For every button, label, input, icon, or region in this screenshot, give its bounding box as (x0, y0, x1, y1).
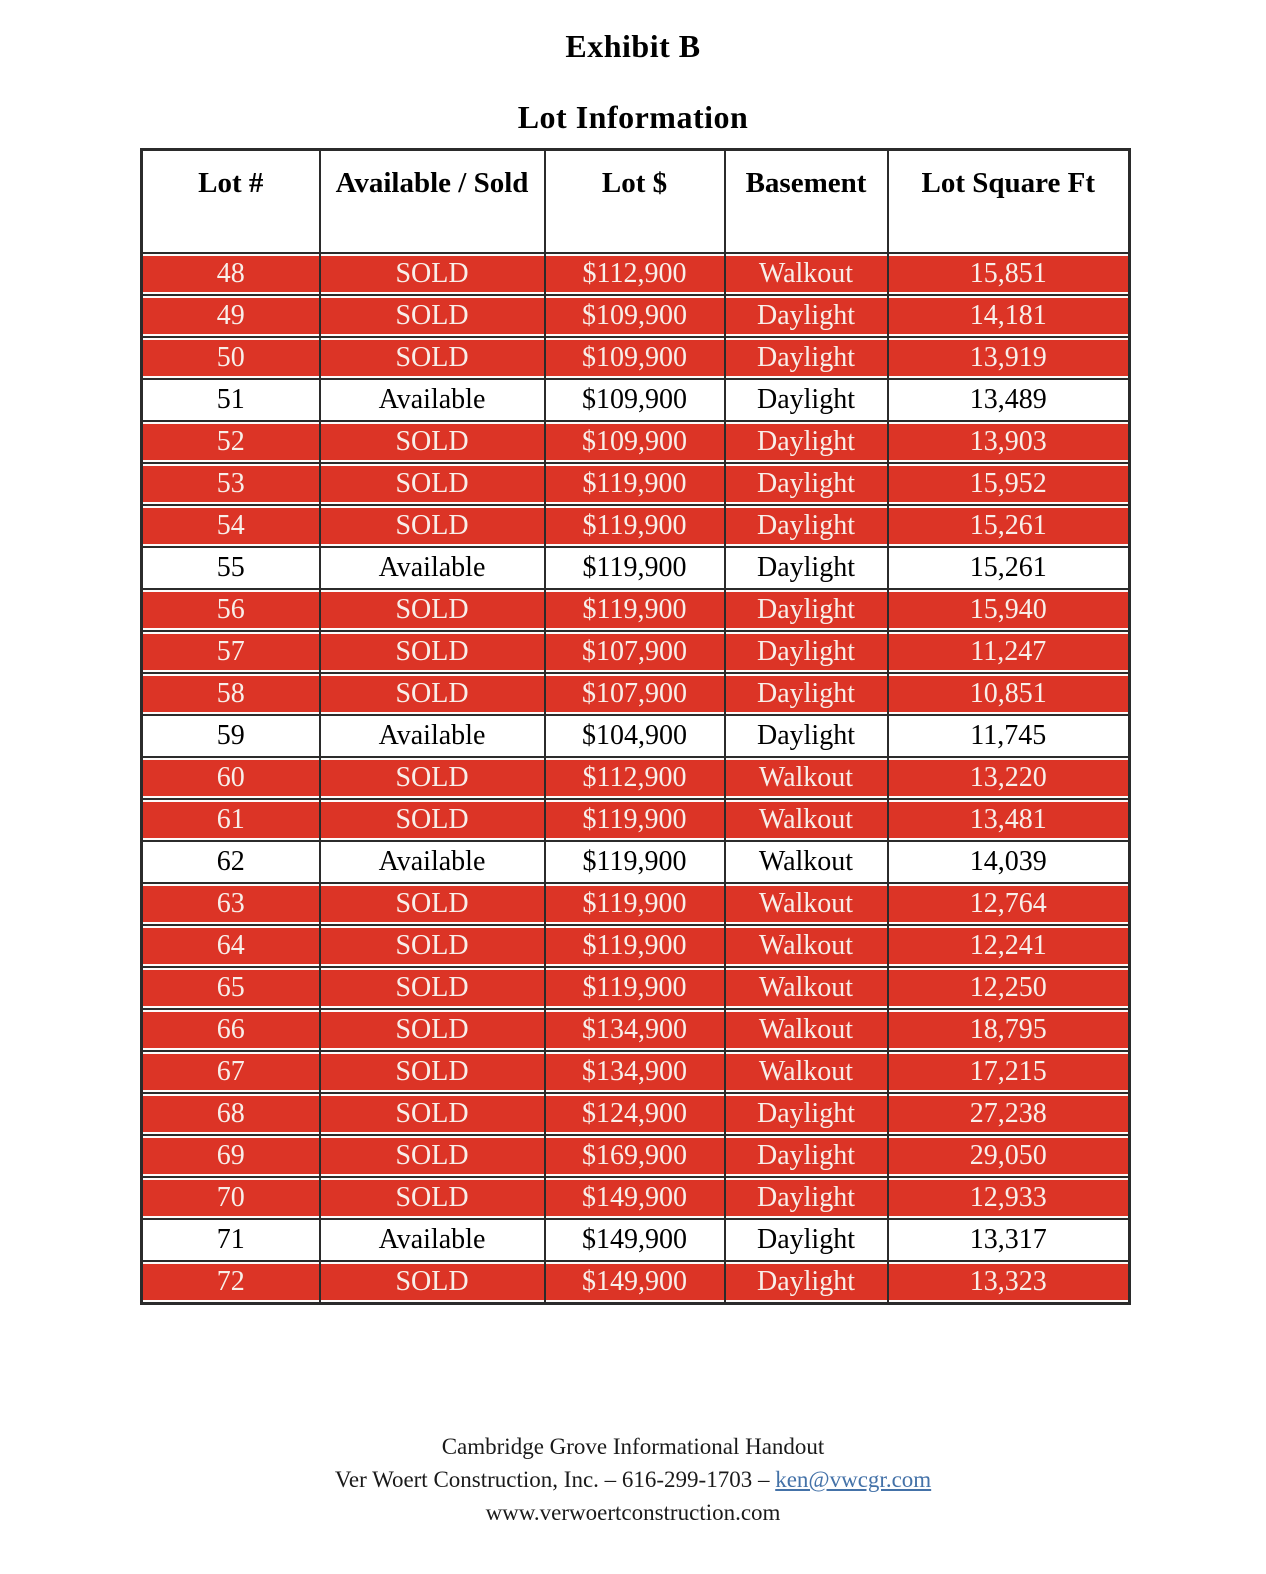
cell-lot: 58 (142, 673, 320, 715)
cell-status: SOLD (320, 799, 545, 841)
cell-status: Available (320, 379, 545, 421)
cell-sqft: 12,764 (888, 883, 1130, 925)
cell-status: SOLD (320, 505, 545, 547)
cell-price: $119,900 (545, 589, 725, 631)
column-header-basement: Basement (725, 150, 888, 254)
cell-basement: Daylight (725, 1177, 888, 1219)
cell-status: Available (320, 841, 545, 883)
cell-price: $149,900 (545, 1219, 725, 1261)
cell-lot: 67 (142, 1051, 320, 1093)
cell-sqft: 10,851 (888, 673, 1130, 715)
cell-price: $119,900 (545, 463, 725, 505)
table-row (142, 757, 1130, 799)
cell-sqft: 12,933 (888, 1177, 1130, 1219)
cell-status: SOLD (320, 463, 545, 505)
cell-sqft: 15,952 (888, 463, 1130, 505)
cell-sqft: 13,323 (888, 1261, 1130, 1304)
cell-price: $124,900 (545, 1093, 725, 1135)
cell-price: $119,900 (545, 799, 725, 841)
cell-basement: Walkout (725, 757, 888, 799)
table-row (142, 1051, 1130, 1093)
cell-lot: 51 (142, 379, 320, 421)
cell-status: SOLD (320, 1093, 545, 1135)
cell-price: $109,900 (545, 379, 725, 421)
cell-sqft: 13,481 (888, 799, 1130, 841)
cell-lot: 53 (142, 463, 320, 505)
cell-price: $109,900 (545, 421, 725, 463)
table-row (142, 631, 1130, 673)
table-row (142, 505, 1130, 547)
cell-basement: Daylight (725, 715, 888, 757)
cell-lot: 56 (142, 589, 320, 631)
cell-basement: Daylight (725, 505, 888, 547)
cell-lot: 63 (142, 883, 320, 925)
page-title: Exhibit B (565, 28, 701, 64)
cell-basement: Daylight (725, 589, 888, 631)
cell-sqft: 29,050 (888, 1135, 1130, 1177)
cell-status: Available (320, 715, 545, 757)
cell-basement: Daylight (725, 673, 888, 715)
table-row (142, 883, 1130, 925)
cell-basement: Daylight (725, 463, 888, 505)
cell-price: $119,900 (545, 547, 725, 589)
cell-sqft: 13,489 (888, 379, 1130, 421)
cell-price: $119,900 (545, 925, 725, 967)
cell-basement: Walkout (725, 967, 888, 1009)
cell-sqft: 15,940 (888, 589, 1130, 631)
table-row (142, 295, 1130, 337)
cell-basement: Daylight (725, 1261, 888, 1304)
cell-basement: Walkout (725, 253, 888, 295)
cell-basement: Daylight (725, 1135, 888, 1177)
footer-company-phone: Ver Woert Construction, Inc. – 616-299-1703 – (334, 1467, 776, 1492)
cell-status: Available (320, 547, 545, 589)
cell-sqft: 15,851 (888, 253, 1130, 295)
cell-sqft: 12,241 (888, 925, 1130, 967)
cell-sqft: 14,181 (888, 295, 1130, 337)
cell-lot: 62 (142, 841, 320, 883)
cell-price: $169,900 (545, 1135, 725, 1177)
column-header-available-sold: Available / Sold (320, 150, 545, 254)
cell-price: $104,900 (545, 715, 725, 757)
table-row (142, 1177, 1130, 1219)
cell-status: SOLD (320, 1051, 545, 1093)
cell-status: SOLD (320, 1177, 545, 1219)
footer-line-contact (0, 1463, 1266, 1496)
cell-lot: 66 (142, 1009, 320, 1051)
cell-lot: 61 (142, 799, 320, 841)
table-row (142, 1135, 1130, 1177)
cell-basement: Walkout (725, 1051, 888, 1093)
cell-price: $119,900 (545, 967, 725, 1009)
cell-lot: 57 (142, 631, 320, 673)
table-row (142, 463, 1130, 505)
table-row (142, 421, 1130, 463)
table-row (142, 799, 1130, 841)
cell-lot: 64 (142, 925, 320, 967)
cell-basement: Daylight (725, 295, 888, 337)
cell-lot: 60 (142, 757, 320, 799)
cell-status: SOLD (320, 589, 545, 631)
cell-price: $107,900 (545, 631, 725, 673)
cell-lot: 59 (142, 715, 320, 757)
footer-line-website: www.verwoertconstruction.com (485, 1500, 781, 1525)
table-row (142, 841, 1130, 883)
cell-status: SOLD (320, 1009, 545, 1051)
cell-basement: Walkout (725, 841, 888, 883)
table-row (142, 379, 1130, 421)
column-header-lot-number: Lot # (142, 150, 320, 254)
cell-price: $109,900 (545, 295, 725, 337)
cell-basement: Walkout (725, 925, 888, 967)
table-row (142, 967, 1130, 1009)
cell-status: SOLD (320, 631, 545, 673)
cell-status: SOLD (320, 295, 545, 337)
cell-price: $149,900 (545, 1261, 725, 1304)
cell-status: SOLD (320, 883, 545, 925)
cell-basement: Daylight (725, 337, 888, 379)
cell-status: SOLD (320, 757, 545, 799)
cell-sqft: 14,039 (888, 841, 1130, 883)
cell-lot: 71 (142, 1219, 320, 1261)
cell-basement: Daylight (725, 421, 888, 463)
cell-lot: 65 (142, 967, 320, 1009)
cell-sqft: 27,238 (888, 1093, 1130, 1135)
cell-status: SOLD (320, 1135, 545, 1177)
cell-sqft: 13,903 (888, 421, 1130, 463)
cell-price: $112,900 (545, 253, 725, 295)
cell-lot: 72 (142, 1261, 320, 1304)
cell-price: $134,900 (545, 1051, 725, 1093)
cell-status: SOLD (320, 967, 545, 1009)
cell-sqft: 11,247 (888, 631, 1130, 673)
cell-lot: 49 (142, 295, 320, 337)
cell-status: SOLD (320, 673, 545, 715)
cell-lot: 50 (142, 337, 320, 379)
cell-status: Available (320, 1219, 545, 1261)
lot-information-table (140, 148, 1131, 1305)
cell-basement: Daylight (725, 1219, 888, 1261)
cell-lot: 54 (142, 505, 320, 547)
cell-lot: 48 (142, 253, 320, 295)
cell-price: $119,900 (545, 841, 725, 883)
table-row (142, 715, 1130, 757)
table-header-row (142, 150, 1130, 254)
cell-sqft: 13,317 (888, 1219, 1130, 1261)
cell-price: $134,900 (545, 1009, 725, 1051)
cell-basement: Daylight (725, 631, 888, 673)
cell-status: SOLD (320, 337, 545, 379)
table-row (142, 1093, 1130, 1135)
column-header-lot-price: Lot $ (545, 150, 725, 254)
cell-price: $107,900 (545, 673, 725, 715)
table-row (142, 253, 1130, 295)
table-row (142, 925, 1130, 967)
cell-price: $109,900 (545, 337, 725, 379)
cell-lot: 68 (142, 1093, 320, 1135)
cell-price: $119,900 (545, 883, 725, 925)
cell-sqft: 18,795 (888, 1009, 1130, 1051)
table-body (142, 253, 1130, 1304)
cell-price: $112,900 (545, 757, 725, 799)
cell-lot: 52 (142, 421, 320, 463)
cell-sqft: 15,261 (888, 505, 1130, 547)
cell-sqft: 12,250 (888, 967, 1130, 1009)
table-row (142, 337, 1130, 379)
cell-price: $149,900 (545, 1177, 725, 1219)
table-row (142, 673, 1130, 715)
cell-basement: Daylight (725, 1093, 888, 1135)
footer-line-handout: Cambridge Grove Informational Handout (441, 1434, 825, 1459)
cell-basement: Walkout (725, 799, 888, 841)
email-link[interactable]: ken@vwcgr.com (775, 1467, 932, 1492)
page-footer (0, 1430, 1266, 1529)
cell-lot: 55 (142, 547, 320, 589)
table-row (142, 1009, 1130, 1051)
cell-sqft: 13,220 (888, 757, 1130, 799)
table-row (142, 589, 1130, 631)
cell-basement: Walkout (725, 1009, 888, 1051)
cell-sqft: 13,919 (888, 337, 1130, 379)
cell-basement: Daylight (725, 547, 888, 589)
cell-status: SOLD (320, 925, 545, 967)
cell-sqft: 17,215 (888, 1051, 1130, 1093)
cell-sqft: 15,261 (888, 547, 1130, 589)
column-header-lot-square-ft: Lot Square Ft (888, 150, 1130, 254)
page-subtitle: Lot Information (517, 99, 749, 135)
cell-basement: Daylight (725, 379, 888, 421)
cell-lot: 70 (142, 1177, 320, 1219)
table-row (142, 1261, 1130, 1304)
cell-status: SOLD (320, 421, 545, 463)
table-row (142, 547, 1130, 589)
cell-sqft: 11,745 (888, 715, 1130, 757)
cell-status: SOLD (320, 253, 545, 295)
cell-lot: 69 (142, 1135, 320, 1177)
cell-price: $119,900 (545, 505, 725, 547)
table-row (142, 1219, 1130, 1261)
cell-status: SOLD (320, 1261, 545, 1304)
cell-basement: Walkout (725, 883, 888, 925)
